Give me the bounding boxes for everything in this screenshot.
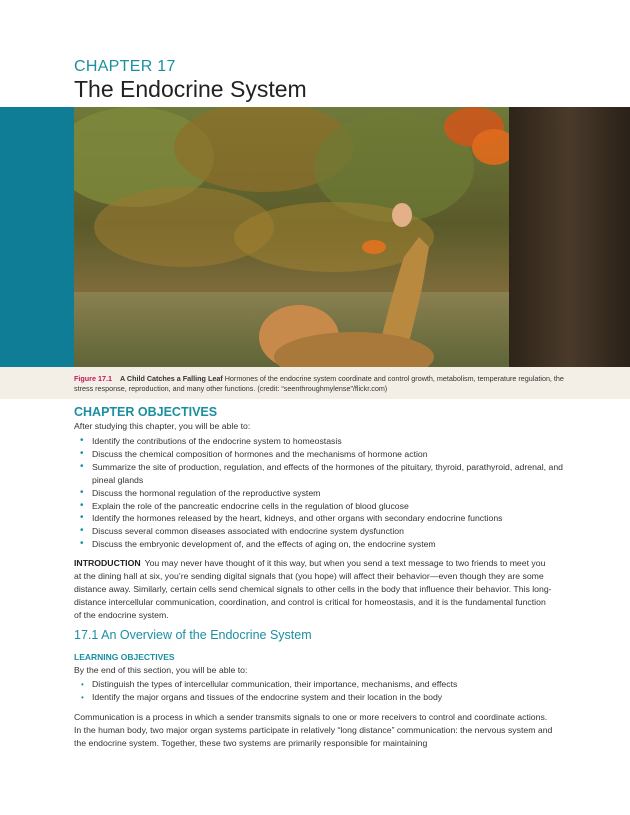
chapter-label: CHAPTER 17 <box>74 58 176 75</box>
objectives-intro: After studying this chapter, you will be able to: <box>74 421 251 431</box>
figure-caption <box>74 374 574 394</box>
objectives-list <box>74 435 564 551</box>
learning-objectives-heading: LEARNING OBJECTIVES <box>74 652 175 662</box>
chapter-title: The Endocrine System <box>74 76 307 102</box>
learning-objectives-list <box>74 678 554 704</box>
list-item: • Discuss the embryonic development of, and the effects of aging on, the endocrine system <box>74 538 564 551</box>
list-item: • Identify the hormones released by the heart, kidneys, and other organs with secondary endocrine functions <box>74 512 564 525</box>
list-item: • Identify the contributions of the endocrine system to homeostasis <box>74 435 564 448</box>
figure-number: Figure 17.1 <box>74 374 112 383</box>
list-item: • Explain the role of the pancreatic endocrine cells in the regulation of blood glucose <box>74 500 564 513</box>
figure-caption-text: Hormones of the endocrine system coordinate and control growth, metabolism, temperature regulation, the stress response, reproduction, and many other functions. (credit: “seenthroughmylense”/flickr.com) <box>74 374 564 393</box>
section-title: 17.1 An Overview of the Endocrine System <box>74 628 312 642</box>
list-item: • Discuss the hormonal regulation of the reproductive system <box>74 487 564 500</box>
tree-trunk <box>509 107 630 367</box>
hand <box>392 203 412 227</box>
figure-title: A Child Catches a Falling Leaf <box>119 374 223 383</box>
list-item: • Discuss several common diseases associated with endocrine system dysfunction <box>74 525 564 538</box>
teal-band <box>0 107 74 367</box>
learning-objectives-intro: By the end of this section, you will be able to: <box>74 665 248 675</box>
falling-leaf <box>362 240 386 254</box>
introduction-lead: INTRODUCTION <box>74 558 141 568</box>
list-item: • Distinguish the types of intercellular communication, their importance, mechanisms, and effects <box>74 678 554 691</box>
list-item: • Summarize the site of production, regulation, and effects of the hormones of the pituitary, thyroid, parathyroid, adrenal, and pineal glands <box>74 461 564 487</box>
objectives-heading: CHAPTER OBJECTIVES <box>74 405 218 419</box>
introduction-paragraph <box>74 557 554 622</box>
list-item: • Identify the major organs and tissues of the endocrine system and their location in the body <box>74 691 554 704</box>
introduction-text: You may never have thought of it this way, but when you send a text message to two friends to meet you at the dining hall at six, you’re sending digital signals that (you hope) will affect their behavior—even though they are some distance away. Similarly, certain cells send chemical signals to other cells in the body that influence their behavior. This long-distance intercellular communication, coordination, and control is critical for homeostasis, and it is the fundamental function of the endocrine system. <box>74 558 552 621</box>
section-body-paragraph: Communication is a process in which a sender transmits signals to one or more receivers to control and coordinate actions. In the human body, two major organ systems participate in relatively “long distance” communication: the nervous system and the endocrine system. Together, these two systems are primarily responsible for maintaining <box>74 712 553 749</box>
list-item: • Discuss the chemical composition of hormones and the mechanisms of hormone action <box>74 448 564 461</box>
figure-photo <box>74 107 630 367</box>
